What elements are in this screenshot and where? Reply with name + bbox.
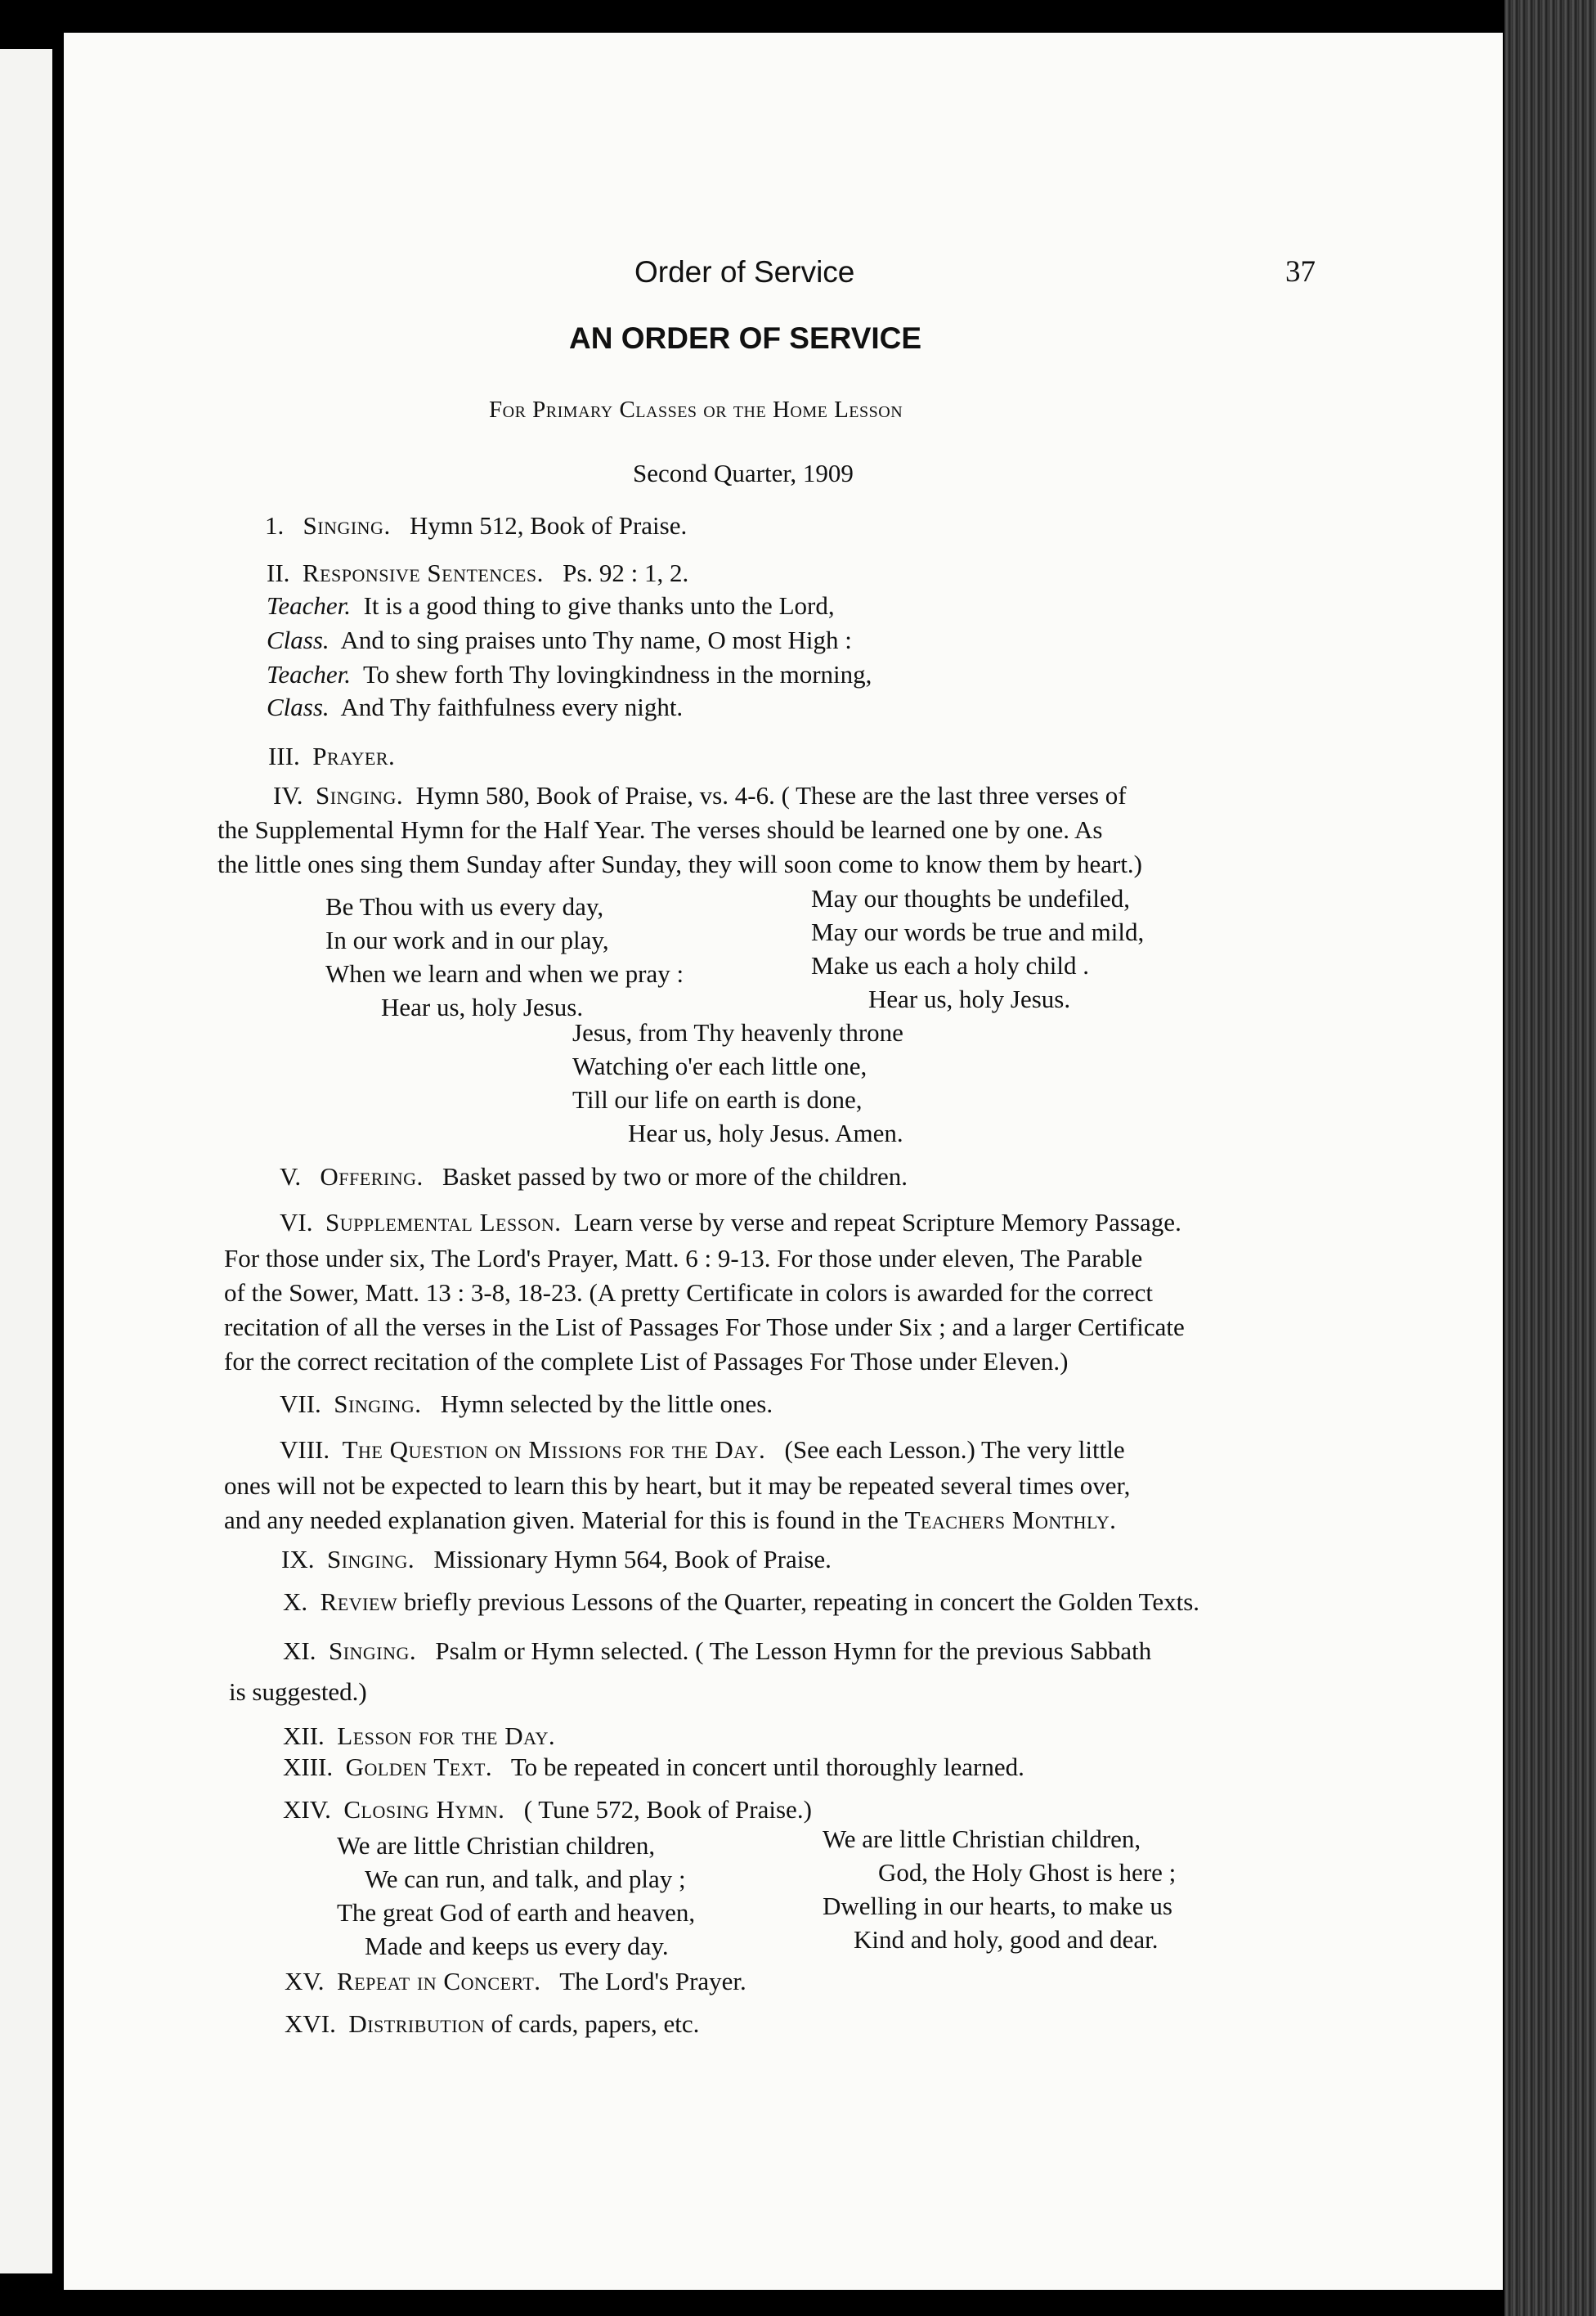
item-7 xyxy=(280,1390,773,1418)
item-14 xyxy=(283,1796,812,1824)
item-heading: Singing. xyxy=(326,1545,415,1573)
page-number: 37 xyxy=(1285,255,1316,289)
item-text: Learn verse by verse and repeat Scripture Memory Passage. xyxy=(573,1208,1181,1237)
item-4 xyxy=(273,782,1127,810)
hymn-stanza-right: May our thoughts be undefiled, May our words be true and mild, Make us each a holy child . Hear us, holy Jesus. xyxy=(811,884,1145,1013)
item-heading: Review xyxy=(320,1587,398,1616)
hymn-stanza-left: Be Thou with us every day, In our work and in our play, When we learn and when we pray : Hear us, holy Jesus. xyxy=(325,892,684,1021)
item-number: VII. xyxy=(280,1389,321,1418)
page-edges xyxy=(1504,0,1596,2316)
item-15 xyxy=(285,1968,746,1995)
item-8-line: and any needed explanation given. Material for this is found in the Teachers Monthly. xyxy=(224,1506,1117,1534)
item-5 xyxy=(280,1163,908,1191)
item-number: 1. xyxy=(265,511,285,540)
item-12 xyxy=(283,1722,555,1750)
item-6-line: of the Sower, Matt. 13 : 3-8, 18-23. (A pretty Certificate in colors is awarded for the correct xyxy=(224,1278,1153,1307)
item-heading: Supplemental Lesson. xyxy=(325,1208,562,1237)
book-page xyxy=(64,33,1503,2290)
item-heading: Singing. xyxy=(315,781,404,810)
responsive-line: Class. And Thy faithfulness every night. xyxy=(267,693,684,721)
item-6 xyxy=(280,1209,1181,1237)
item-8-line: ones will not be expected to learn this by heart, but it may be repeated several times over, xyxy=(224,1471,1131,1500)
item-11 xyxy=(283,1637,1151,1665)
item-number: XVI. xyxy=(285,2009,336,2038)
item-6-line: For those under six, The Lord's Prayer, Matt. 6 : 9-13. For those under eleven, The Parable xyxy=(224,1244,1143,1272)
item-4-line: the Supplemental Hymn for the Half Year. The verses should be learned one by one. As xyxy=(217,815,1103,844)
item-heading: Responsive Sentences. xyxy=(302,559,544,587)
item-number: XI. xyxy=(283,1636,316,1665)
item-number: XIV. xyxy=(283,1795,331,1824)
item-text: briefly previous Lessons of the Quarter, repeating in concert the Golden Texts. xyxy=(403,1587,1200,1616)
item-heading: Distribution xyxy=(348,2009,485,2038)
item-number: XIII. xyxy=(283,1753,334,1781)
item-6-line: recitation of all the verses in the List of Passages For Those under Six ; and a larger Certificate xyxy=(224,1313,1185,1341)
responsive-line: Teacher. It is a good thing to give thanks unto the Lord, xyxy=(267,591,835,620)
item-heading: Offering. xyxy=(320,1162,424,1191)
item-number: XII. xyxy=(283,1721,325,1750)
item-heading: The Question on Missions for the Day. xyxy=(342,1435,766,1464)
hymn-stanza-center: Jesus, from Thy heavenly throne Watching o'er each little one, Till our life on earth is done, Hear us, holy Jesus. Amen. xyxy=(572,1018,903,1147)
item-number: XV. xyxy=(285,1967,325,1995)
closing-hymn-right: We are little Christian children, God, the Holy Ghost is here ; Dwelling in our hearts, to make us Kind and holy, good and dear. xyxy=(823,1825,1177,1954)
item-number: X. xyxy=(283,1587,308,1616)
item-4-line: the little ones sing them Sunday after Sunday, they will soon come to know them by heart.) xyxy=(217,850,1143,878)
item-text: Basket passed by two or more of the children. xyxy=(442,1162,908,1191)
item-6-line: for the correct recitation of the complete List of Passages For Those under Eleven.) xyxy=(224,1347,1069,1376)
item-1 xyxy=(265,512,687,540)
page-title: AN ORDER OF SERVICE xyxy=(569,321,922,355)
item-9 xyxy=(281,1546,832,1573)
item-text: (See each Lesson.) The very little xyxy=(784,1435,1125,1464)
subtitle: For Primary Classes or the Home Lesson xyxy=(489,397,903,423)
item-text: of cards, papers, etc. xyxy=(491,2009,700,2038)
item-text: ( Tune 572, Book of Praise.) xyxy=(523,1795,812,1824)
item-number: II. xyxy=(267,559,290,587)
item-heading: Lesson for the Day. xyxy=(337,1721,556,1750)
item-text: Ps. 92 : 1, 2. xyxy=(563,559,689,587)
running-title: Order of Service xyxy=(634,255,855,289)
responsive-line: Teacher. To shew forth Thy lovingkindness in the morning, xyxy=(267,660,872,689)
item-heading: Prayer. xyxy=(312,742,396,770)
item-number: III. xyxy=(268,742,300,770)
item-heading: Singing. xyxy=(328,1636,417,1665)
item-heading: Repeat in Concert. xyxy=(337,1967,541,1995)
item-13 xyxy=(283,1753,1024,1781)
item-text: Hymn 580, Book of Praise, vs. 4-6. ( These are the last three verses of xyxy=(415,781,1127,810)
item-text: To be repeated in concert until thoroughly learned. xyxy=(510,1753,1024,1781)
item-number: IV. xyxy=(273,781,303,810)
item-text: Psalm or Hymn selected. ( The Lesson Hymn for the previous Sabbath xyxy=(435,1636,1152,1665)
item-10 xyxy=(283,1588,1199,1616)
item-text: Hymn 512, Book of Praise. xyxy=(409,511,688,540)
item-2 xyxy=(267,559,688,587)
item-3 xyxy=(268,743,395,770)
quarter: Second Quarter, 1909 xyxy=(633,459,854,487)
item-heading: Singing. xyxy=(303,511,391,540)
item-number: V. xyxy=(280,1162,302,1191)
item-16 xyxy=(285,2010,699,2038)
closing-hymn-left: We are little Christian children, We can run, and talk, and play ; The great God of earth and heaven, Made and keeps us every day. xyxy=(337,1831,696,1960)
item-text: Hymn selected by the little ones. xyxy=(440,1389,773,1418)
item-number: IX. xyxy=(281,1545,315,1573)
facing-page-edge xyxy=(0,49,52,2273)
responsive-line: Class. And to sing praises unto Thy name, O most High : xyxy=(267,626,852,654)
item-heading: Singing. xyxy=(334,1389,422,1418)
item-heading: Golden Text. xyxy=(345,1753,493,1781)
item-text: The Lord's Prayer. xyxy=(559,1967,746,1995)
item-number: VI. xyxy=(280,1208,313,1237)
item-number: VIII. xyxy=(280,1435,330,1464)
item-8 xyxy=(280,1436,1125,1464)
item-heading: Closing Hymn. xyxy=(343,1795,505,1824)
item-11-line: is suggested.) xyxy=(229,1677,367,1706)
item-text: Missionary Hymn 564, Book of Praise. xyxy=(433,1545,832,1573)
